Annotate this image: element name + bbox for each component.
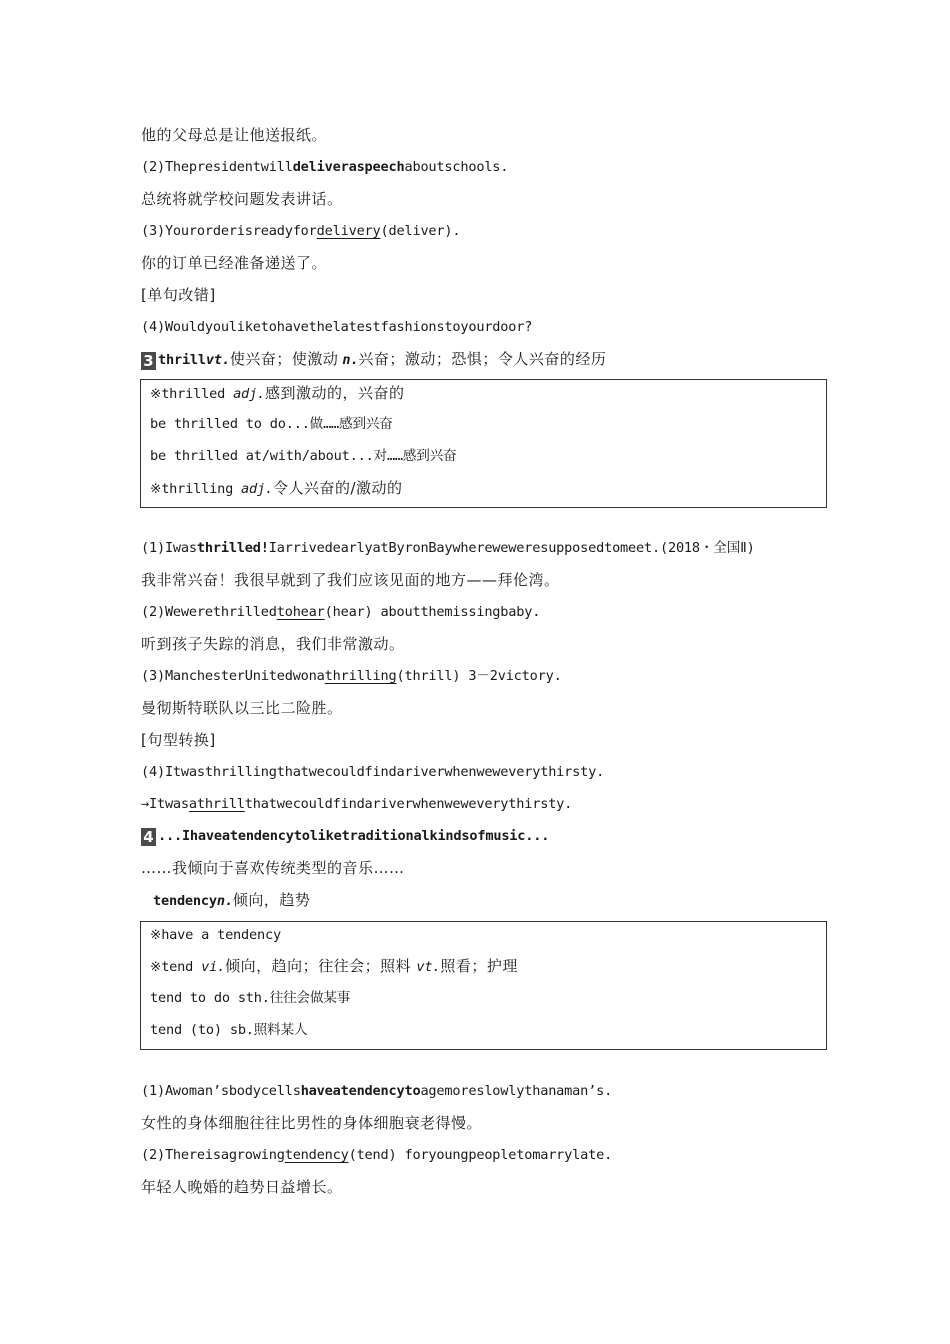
usage-row: ※thrilled adj.感到激动的，兴奋的 — [150, 384, 405, 402]
exercise-answer: →Itwasathrillthatwecouldfindariverwhenweweverythirsty. — [141, 796, 573, 812]
translation-line: 年轻人晚婚的趋势日益增长。 — [141, 1178, 343, 1196]
example-sentence: (1)Iwasthrilled!IarrivedearlyatByronBaywhereweweresupposedtomeet.(2018・全国Ⅱ) — [141, 540, 755, 556]
usage-row: tend to do sth.往往会做某事 — [150, 990, 351, 1006]
exercise-sentence: (4)Wouldyouliketohavethelatestfashionstoyourdoor? — [141, 319, 533, 335]
translation-line: 我非常兴奋！我很早就到了我们应该见面的地方——拜伦湾。 — [141, 571, 560, 589]
example-sentence: (1)Awoman’sbodycellshaveatendencytoagemoreslowlythanaman’s. — [141, 1083, 613, 1099]
vocab-heading-thrill: 3 thrillvt.使兴奋；使激动 n.兴奋；激动；恐惧；令人兴奋的经历 — [141, 349, 606, 370]
exercise-tag: [句型转换] — [141, 731, 216, 749]
exercise-tag: [单句改错] — [141, 286, 216, 304]
translation-line: 曼彻斯特联队以三比二险胜。 — [141, 699, 343, 717]
vocab-heading-tendency: 4 ...Ihaveatendencytoliketraditionalkindsofmusic... — [141, 826, 549, 846]
example-sentence: (2)Thepresidentwilldeliveraspeechaboutschools. — [141, 159, 509, 175]
translation-line: 总统将就学校问题发表讲话。 — [141, 190, 343, 208]
section-number-badge: 3 — [141, 352, 156, 370]
usage-box-tendency — [140, 921, 827, 1050]
translation-line: 听到孩子失踪的消息，我们非常激动。 — [141, 635, 405, 653]
translation-line: 女性的身体细胞往往比男性的身体细胞衰老得慢。 — [141, 1114, 483, 1132]
translation-line: 他的父母总是让他送报纸。 — [141, 126, 328, 144]
translation-line: 你的订单已经准备递送了。 — [141, 254, 328, 272]
usage-box-thrill — [140, 379, 827, 508]
example-sentence: (3)Yourorderisreadyfordelivery(deliver). — [141, 223, 461, 239]
example-sentence: (2)Thereisagrowingtendency(tend) foryoungpeopletomarrylate. — [141, 1147, 613, 1163]
usage-row: ※have a tendency — [150, 927, 281, 943]
vocab-definition: tendencyn.倾向，趋势 — [153, 891, 311, 909]
usage-row: be thrilled at/with/about...对……感到兴奋 — [150, 448, 457, 464]
translation-line: ……我倾向于喜欢传统类型的音乐…… — [141, 859, 405, 877]
usage-row: ※tend vi.倾向，趋向；往往会；照料 vt.照看；护理 — [150, 957, 518, 975]
section-number-badge: 4 — [141, 828, 156, 846]
usage-row: be thrilled to do...做……感到兴奋 — [150, 416, 393, 432]
example-sentence: (3)ManchesterUnitedwonathrilling(thrill) 3－2victory. — [141, 668, 562, 684]
usage-row: ※thrilling adj.令人兴奋的/激动的 — [150, 479, 403, 497]
usage-row: tend (to) sb.照料某人 — [150, 1022, 308, 1038]
exercise-sentence: (4)Itwasthrillingthatwecouldfindariverwhenweweverythirsty. — [141, 764, 605, 780]
example-sentence: (2)Wewerethrilledtohear(hear) aboutthemissingbaby. — [141, 604, 541, 620]
